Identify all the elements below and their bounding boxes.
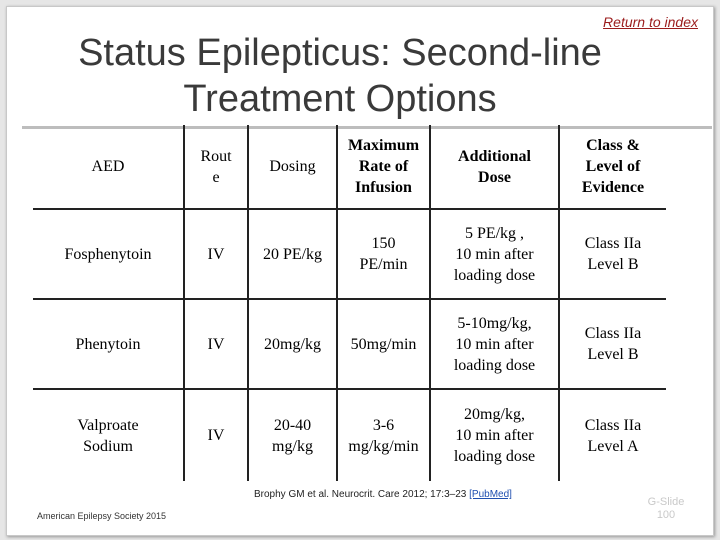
- society-footer: American Epilepsy Society 2015: [37, 511, 167, 521]
- header-max-rate: Maximum Rate of Infusion: [337, 125, 430, 209]
- cell-class-evidence: Class IIa Level A: [584, 416, 642, 455]
- cell-max-rate: 3-6 mg/kg/min: [337, 389, 430, 481]
- table-row: [33, 389, 666, 481]
- header-additional-dose: Additional Dose: [430, 125, 559, 209]
- slide-number: [640, 496, 692, 522]
- slide-title: [40, 30, 640, 122]
- header-route: Rout e: [184, 125, 248, 209]
- cell-dosing: 20mg/kg: [248, 299, 337, 389]
- cell-dosing: 20-40 mg/kg: [248, 389, 337, 481]
- cell-additional-dose: 20mg/kg, 10 min after loading dose: [430, 389, 559, 481]
- title-line-2: Treatment Options: [183, 78, 497, 120]
- slide-number-value: 100: [656, 509, 676, 521]
- table-row: [33, 299, 666, 389]
- cell-additional-dose: 5-10mg/kg, 10 min after loading dose: [430, 299, 559, 389]
- header-class-evidence: Class & Level of Evidence: [581, 137, 645, 196]
- cell-aed: Valproate Sodium: [33, 389, 184, 481]
- cell-max-rate: 150 PE/min: [337, 209, 430, 299]
- pubmed-link[interactable]: [PubMed]: [469, 489, 512, 500]
- citation: [254, 489, 512, 500]
- citation-text: Brophy GM et al. Neurocrit. Care 2012; 17:3–23: [254, 489, 467, 500]
- cell-route: IV: [184, 209, 248, 299]
- cell-additional-dose: 5 PE/kg , 10 min after loading dose: [430, 209, 559, 299]
- cell-class-evidence: Class IIa Level B: [584, 325, 642, 363]
- table-header-row: [33, 125, 666, 209]
- return-to-index-link[interactable]: Return to index: [603, 14, 698, 30]
- cell-aed: Fosphenytoin: [33, 209, 184, 299]
- treatment-options-table: [33, 125, 666, 481]
- cell-class-evidence: Class IIa Level B: [584, 235, 642, 273]
- table-row: [33, 209, 666, 299]
- header-dosing: Dosing: [248, 125, 337, 209]
- header-aed: AED: [33, 125, 184, 209]
- cell-aed: Phenytoin: [33, 299, 184, 389]
- cell-route: IV: [184, 389, 248, 481]
- cell-max-rate: 50mg/min: [337, 299, 430, 389]
- cell-dosing: 20 PE/kg: [248, 209, 337, 299]
- slide-number-label: G-Slide: [647, 496, 685, 508]
- title-line-1: Status Epilepticus: Second-line: [78, 32, 602, 74]
- cell-route: IV: [184, 299, 248, 389]
